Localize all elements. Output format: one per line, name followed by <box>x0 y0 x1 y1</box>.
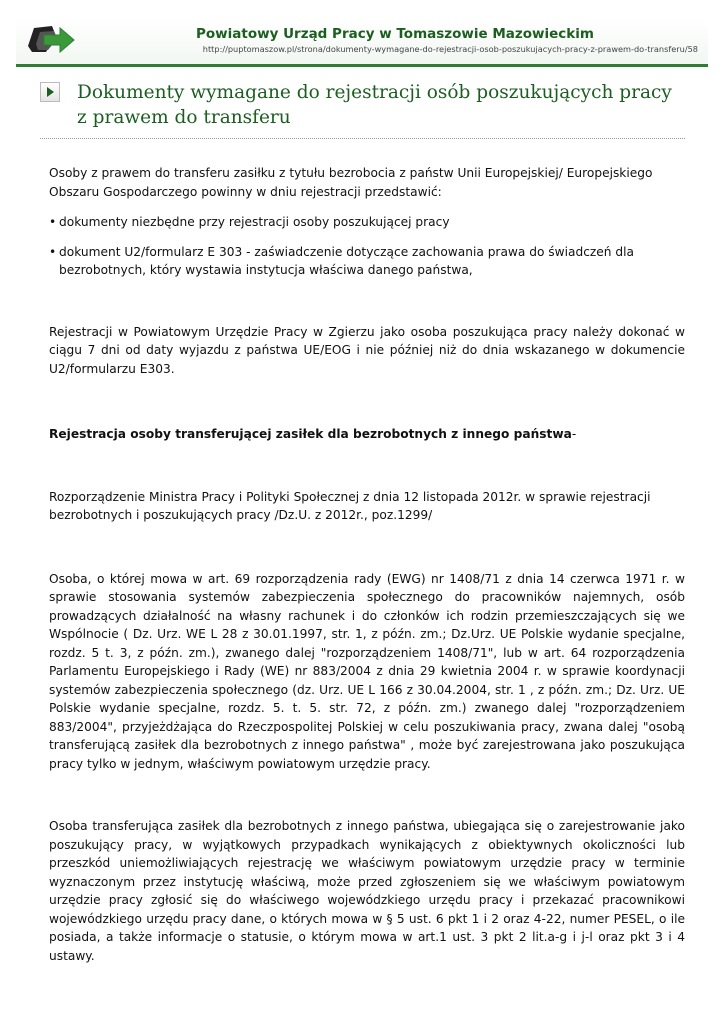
intro-paragraph: Osoby z prawem do transferu zasiłku z tytułu bezrobocia z państw Unii Europejskiej/ Europejskiego Obszaru Gospodarczego powinny w dniu rejestracji przedstawić: <box>49 166 653 199</box>
list-item-text: dokumenty niezbędne przy rejestracji osoby poszukującej pracy <box>59 215 450 229</box>
list-item-text: dokument U2/formularz E 303 - zaświadczenie dotyczące zachowania prawa do świadczeń dla bezrobotnych, który wystawia instytucja właściwa danego państwa, <box>59 244 634 277</box>
section-heading: Rejestracja osoby transferującej zasiłek dla bezrobotnych z innego państwa <box>49 427 572 441</box>
transfer-paragraph: Osoba transferująca zasiłek dla bezrobotnych z innego państwa, ubiegająca się o zarejestrowanie jako poszukujący pracy, w wyjątkowych przypadkach wynikających z obiektywnych okoliczności lub przeszkód uniemożliwiających rejestrację we właściwym powiatowym urzędzie pracy w terminie wyznaczonym przez instytucję właściwą, może przed zgłoszeniem się we właściwym powiatowym urzędzie pracy zgłosić się do właściwego wojewódzkiego urzędu pracy i przekazać pracownikowi wojewódzkiego urzędu pracy dane, o których mowa w § 5 ust. 6 pkt 1 i 2 oraz 4-22, numer PESEL, o ile posiada, a także informacje o statusie, o którym mowa w art.1 ust. 3 pkt 2 lit.a-g i j-l oraz pkt 3 i 4 ustawy. <box>49 819 685 963</box>
bullet-icon: • <box>49 215 57 229</box>
site-logo[interactable] <box>26 22 76 56</box>
title-divider <box>40 138 685 139</box>
article-content <box>49 164 685 965</box>
regulation-paragraph: Rozporządzenie Ministra Pracy i Polityki Społecznej z dnia 12 listopada 2012r. w sprawie rejestracji bezrobotnych i poszukujących pracy /Dz.U. z 2012r., poz.1299/ <box>49 489 651 522</box>
bullet-icon: • <box>49 244 57 259</box>
bold-heading-row <box>49 425 685 444</box>
heading-suffix: - <box>571 427 577 441</box>
site-header <box>16 18 708 67</box>
page-url[interactable]: http://puptomaszow.pl/strona/dokumenty-wymagane-do-rejestracji-osob-poszukujacych-pracy-z-prawem-do-transferu/58 <box>202 44 698 54</box>
documents-list <box>49 213 685 280</box>
registration-paragraph: Rejestracji w Powiatowym Urzędzie Pracy w Zgierzu jako osoba poszukująca pracy należy dokonać w ciągu 7 dni od daty wyjazdu z państwa UE/EOG i nie później niż do dnia wskazanego w dokumencie U2/formularzu E303. <box>49 324 685 376</box>
play-arrow-icon <box>40 82 60 102</box>
list-item <box>49 213 685 232</box>
person-paragraph: Osoba, o której mowa w art. 69 rozporządzenia rady (EWG) nr 1408/71 z dnia 14 czerwca 1971 r. w sprawie stosowania systemów zabezpieczenia społecznego do pracowników najemnych, osób prowadzących działalność na własny rachunek i do członków ich rodzin przemieszczających się we Wspólnocie ( Dz. Urz. WE L 28 z 30.01.1997, str. 1, z późn. zm.; Dz.Urz. UE Polskie wydanie specjalne, rozdz. 5 t. 3, z późn. zm.), zwanego dalej "rozporządzeniem 1408/71", lub w art. 64 rozporządzenia Parlamentu Europejskiego i Rady (WE) nr 883/2004 z dnia 29 kwietnia 2004 r. w sprawie koordynacji systemów zabezpieczenia społecznego (dz. Urz. UE L 166 z 30.04.2004, str. 1 , z późn. zm.; Dz. Urz. UE Polskie wydanie specjalne, rozdz. 5. t. 5. str. 72, z późn. zm.) zwanego dalej "rozporządzeniem 883/2004", przyjeżdżająca do Rzeczpospolitej Polskiej w celu poszukiwania pracy, zwana dalej "osobą transferującą zasiłek dla bezrobotnych z innego państwa" , może być zarejestrowana jako poszukująca pracy tylko w jednym, właściwym powiatowym urzędzie pracy. <box>49 571 685 771</box>
page-title: Dokumenty wymagane do rejestracji osób poszukujących pracy z prawem do transferu <box>77 82 672 128</box>
site-title[interactable]: Powiatowy Urząd Pracy w Tomaszowie Mazowieckim <box>196 26 594 42</box>
list-item <box>49 243 685 280</box>
